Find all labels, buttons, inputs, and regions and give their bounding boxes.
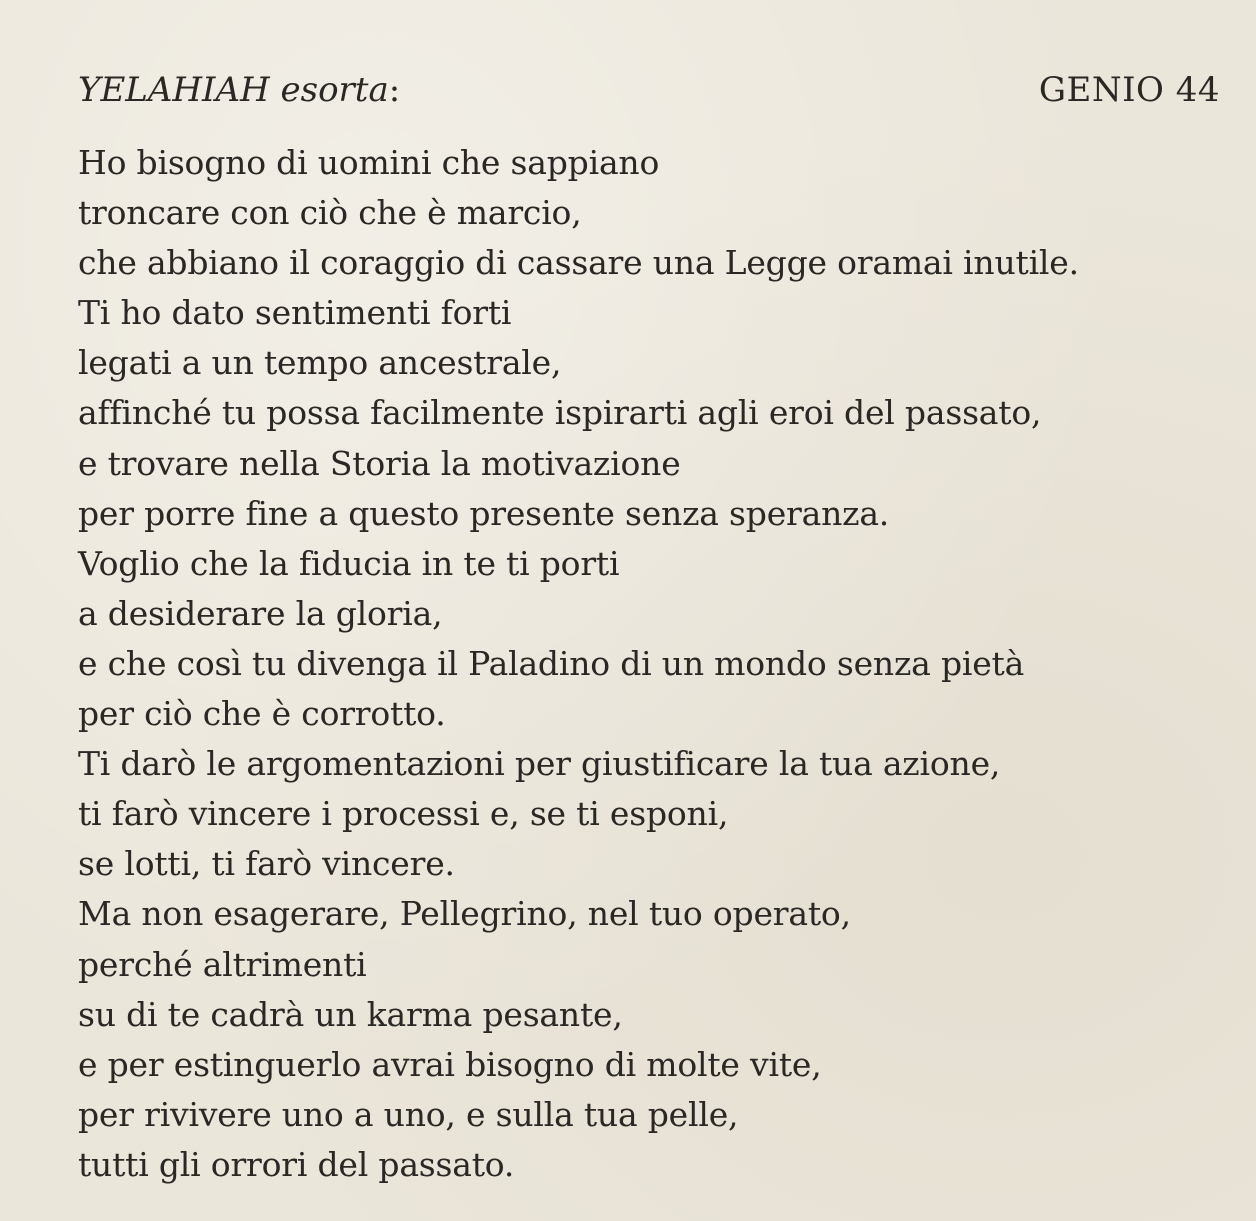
header-verb: esorta	[280, 70, 389, 110]
poem-line: perché altrimenti	[78, 944, 367, 984]
poem-line: e trovare nella Storia la motivazione	[78, 443, 681, 483]
genie-name: YELAHIAH	[78, 70, 270, 110]
poem-line: se lotti, ti farò vincere.	[78, 844, 455, 884]
poem-line: e per estinguerlo avrai bisogno di molte vite,	[78, 1044, 822, 1084]
poem-line: legati a un tempo ancestrale,	[78, 343, 562, 383]
poem-line: Ti darò le argomentazioni per giustificare la tua azione,	[78, 744, 1001, 784]
poem-line: ti farò vincere i processi e, se ti esponi,	[78, 794, 729, 834]
poem-line: a desiderare la gloria,	[78, 593, 443, 633]
poem-line: per porre fine a questo presente senza speranza.	[78, 493, 890, 533]
poem-line: per ciò che è corrotto.	[78, 694, 446, 734]
page-header	[78, 66, 1220, 114]
poem-line: tutti gli orrori del passato.	[78, 1144, 515, 1184]
poem-line: su di te cadrà un karma pesante,	[78, 994, 623, 1034]
poem-line: Ho bisogno di uomini che sappiano	[78, 143, 660, 182]
poem-line: Ti ho dato sentimenti forti	[78, 293, 512, 333]
header-colon: :	[388, 70, 401, 110]
poem-line: e che così tu divenga il Paladino di un mondo senza pietà	[78, 643, 1025, 683]
poem-line: troncare con ciò che è marcio,	[78, 193, 582, 233]
poem-text	[78, 138, 1238, 1190]
poem-line: Voglio che la fiducia in te ti porti	[78, 543, 620, 583]
poem-line: Ma non esagerare, Pellegrino, nel tuo operato,	[78, 894, 851, 934]
poem-line: per rivivere uno a uno, e sulla tua pelle,	[78, 1094, 739, 1134]
header-attribution	[78, 66, 400, 114]
poem-line: che abbiano il coraggio di cassare una Legge oramai inutile.	[78, 243, 1079, 283]
poem-line: affinché tu possa facilmente ispirarti agli eroi del passato,	[78, 393, 1042, 433]
genie-number-title: GENIO 44	[1038, 70, 1220, 110]
